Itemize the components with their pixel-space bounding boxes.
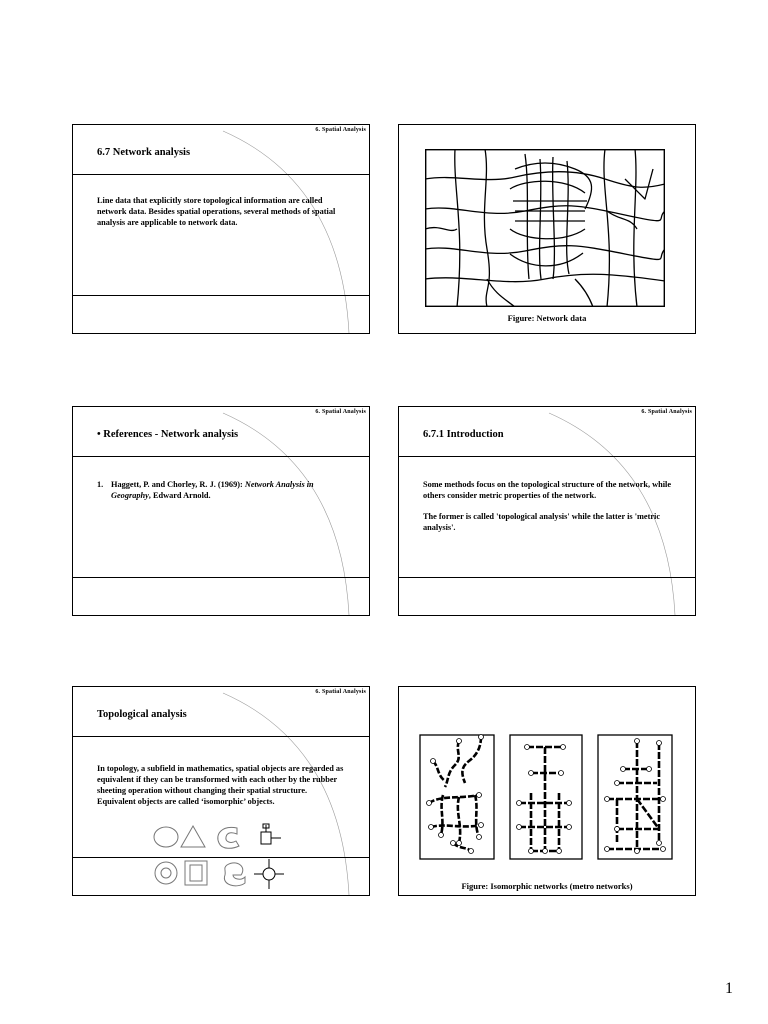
footer-divider	[399, 577, 695, 578]
page-number: 1	[725, 980, 733, 997]
cross-node-shape-icon	[254, 859, 284, 889]
title-divider	[73, 456, 369, 457]
reference-authors: Haggett, P. and Chorley, R. J. (1969):	[111, 480, 245, 489]
reference-number: 1.	[97, 480, 104, 489]
slide-network-analysis	[72, 124, 370, 334]
slide-references	[72, 406, 370, 616]
slide-body: In topology, a subfield in mathematics, spatial objects are regarded as equivalent if they can be transformed with each other by the rubber sheeting operation without changing their spatial structure. Equivalent objects are called ‘isomorphic’ objects.	[97, 764, 344, 806]
slide-body: Line data that explicitly store topological information are called network data. Besides spatial operations, several methods of spatial analysis are applicable to network data.	[97, 196, 336, 227]
paragraph-1: Some methods focus on the topological structure of the network, while others consider metric properties of the network.	[423, 480, 672, 500]
title-divider	[399, 456, 695, 457]
footer-divider	[73, 577, 369, 578]
metro-networks-figure	[419, 733, 675, 861]
flag-shape-icon	[261, 824, 281, 844]
reference-book-title: Network Analysis in Geography	[111, 480, 314, 500]
slide-topological-analysis	[72, 686, 370, 896]
square-frame-shape-icon	[185, 861, 207, 885]
c-shape-icon	[218, 827, 239, 848]
slide-isomorphic-networks	[398, 686, 696, 896]
reference-text	[111, 479, 347, 501]
ring-shape-icon	[155, 862, 177, 884]
slide-title: 6.7.1 Introduction	[423, 429, 504, 440]
footer-divider	[73, 857, 369, 858]
reference-item	[97, 479, 347, 501]
slide-header: 6. Spatial Analysis	[315, 127, 366, 133]
network-data-map	[425, 149, 665, 307]
slide-header: 6. Spatial Analysis	[315, 689, 366, 695]
title-divider	[73, 736, 369, 737]
slide-title: Topological analysis	[97, 709, 187, 720]
slide-header: 6. Spatial Analysis	[641, 409, 692, 415]
reference-publisher: , Edward Arnold.	[148, 491, 211, 500]
triangle-shape-icon	[181, 826, 205, 847]
slide-title: 6.7 Network analysis	[97, 147, 191, 158]
slide-introduction	[398, 406, 696, 616]
figure-caption: Figure: Isomorphic networks (metro networks)	[461, 881, 633, 891]
slide-body	[423, 479, 673, 543]
slide-network-figure	[398, 124, 696, 334]
figure-caption: Figure: Network data	[507, 313, 587, 323]
slide-title: • References - Network analysis	[97, 429, 239, 440]
paragraph-2: The former is called 'topological analysis' while the latter is 'metric analysis'.	[423, 512, 661, 532]
title-divider	[73, 174, 369, 175]
circle-shape-icon	[154, 827, 178, 847]
e-shape-icon	[224, 863, 245, 886]
slide-header: 6. Spatial Analysis	[315, 409, 366, 415]
footer-divider	[73, 295, 369, 296]
isomorphic-shapes-illustration	[149, 823, 289, 893]
